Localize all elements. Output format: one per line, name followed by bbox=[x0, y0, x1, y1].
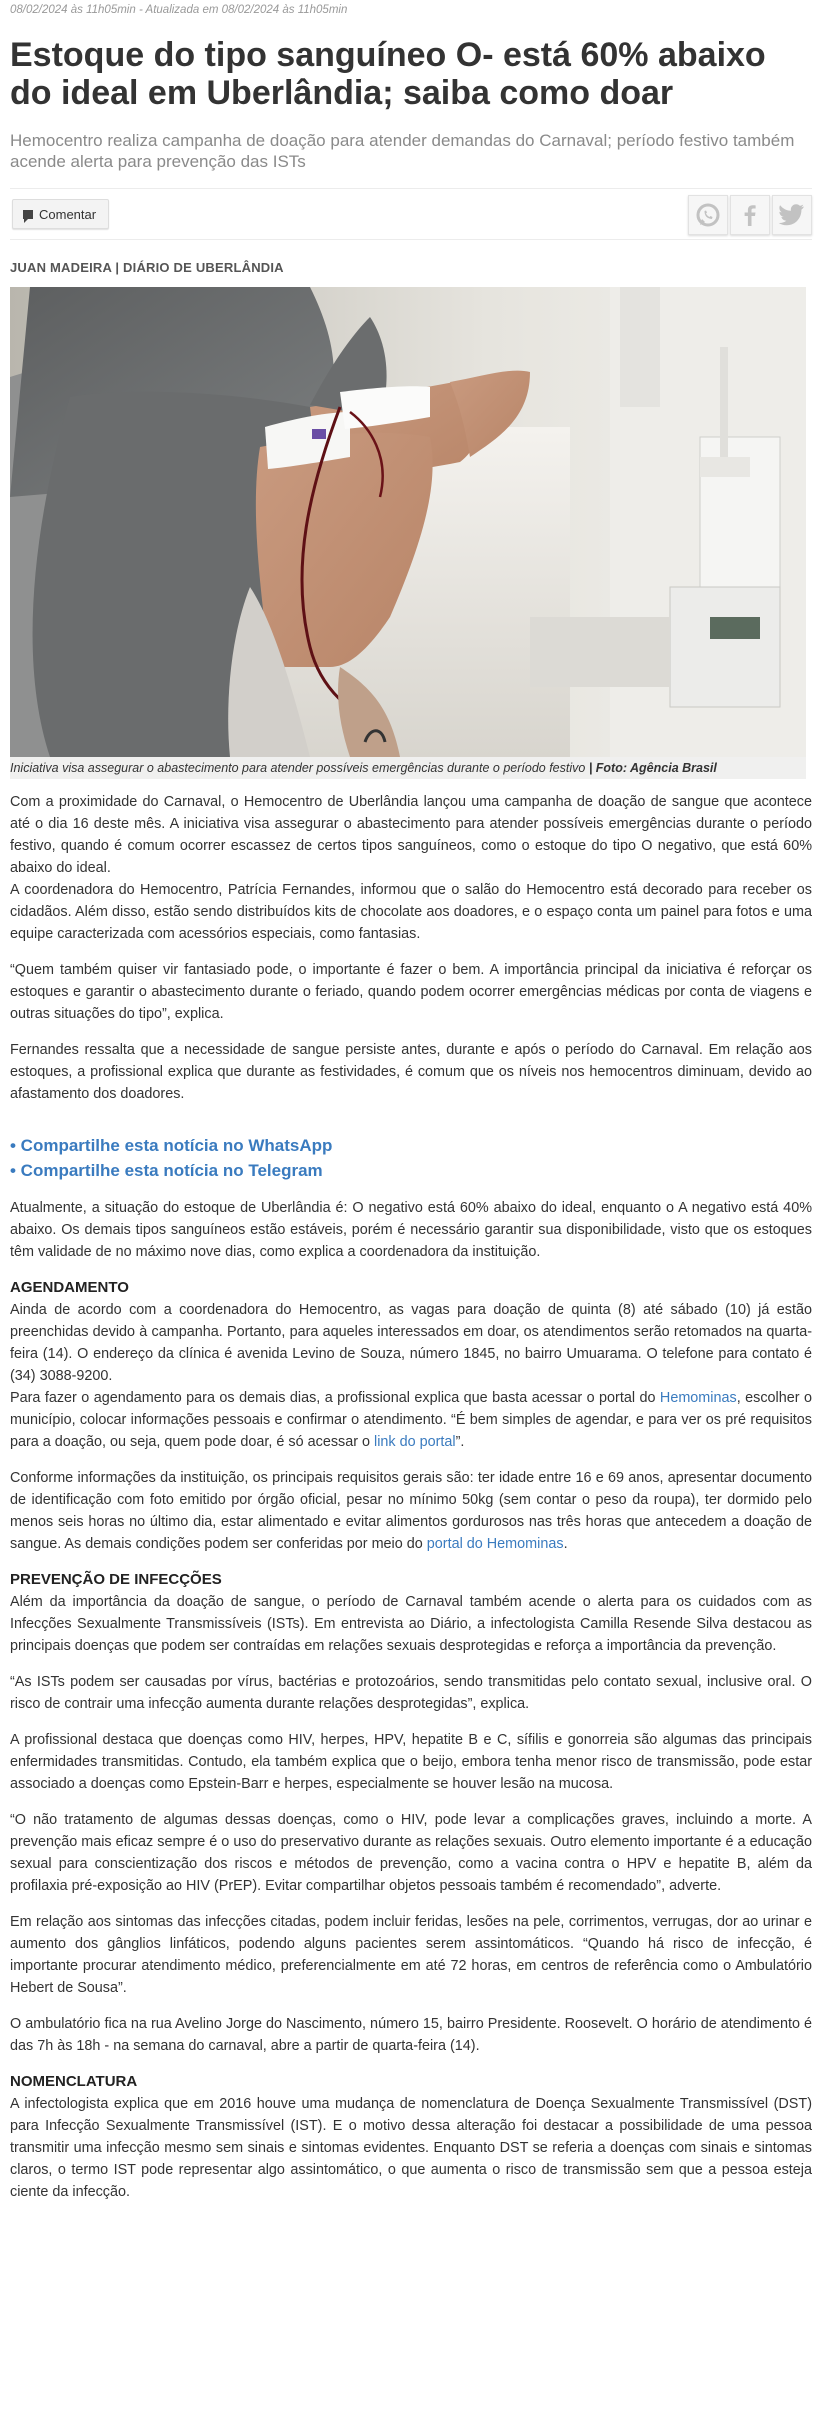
photo-caption bbox=[10, 757, 806, 779]
paragraph: Ainda de acordo com a coordenadora do Hemocentro, as vagas para doação de quinta (8) até sábado (10) já estão preenchidas devido à campanha. Portanto, para aqueles interessados em doar, os atendimentos serão retomados na quarta-feira (14). O endereço da clínica é avenida Levino de Souza, número 1845, no bairro Umuarama. O telefone para contato é (34) 3088-9200. bbox=[10, 1302, 812, 1384]
whatsapp-icon bbox=[695, 202, 721, 228]
whatsapp-share-button[interactable] bbox=[688, 195, 728, 235]
paragraph bbox=[10, 1387, 812, 1453]
article-body bbox=[10, 791, 812, 2203]
section-heading-prevencao: PREVENÇÃO DE INFECÇÕES bbox=[10, 1571, 222, 1588]
comment-button[interactable] bbox=[12, 199, 109, 229]
article-photo bbox=[10, 287, 806, 757]
telegram-share-link[interactable]: • Compartilhe esta notícia no Telegram bbox=[10, 1161, 323, 1180]
twitter-icon bbox=[778, 203, 806, 227]
paragraph-text: . bbox=[563, 1536, 568, 1552]
paragraph: A profissional destaca que doenças como HIV, herpes, HPV, hepatite B e C, sífilis e gonorreia são algumas das principais enfermidades transmitidas. Contudo, ela também explica que o beijo, embora tenha menor risco de transmissão, pode estar associado a doenças como Epstein-Barr e herpes, especialmente se houver lesão na mucosa. bbox=[10, 1732, 812, 1792]
whatsapp-share-link[interactable]: • Compartilhe esta notícia no WhatsApp bbox=[10, 1136, 333, 1155]
comment-button-label: Comentar bbox=[39, 206, 97, 222]
paragraph-text: ”. bbox=[455, 1434, 465, 1450]
comment-icon bbox=[23, 210, 33, 219]
dateline: 08/02/2024 às 11h05min - Atualizada em 08/02/2024 às 11h05min bbox=[10, 4, 348, 16]
paragraph-text: Conforme informações da instituição, os principais requisitos gerais são: ter idade entre 16 e 69 anos, apresentar documento de identificação com foto emitido por órgão oficial, pesar no mínimo 50kg (sem contar o peso da roupa), ter dormido pelo menos seis horas no último dia, estar alimentado e evitar alimentos gordurosos nas três horas que antecedem a doação de sangue. As demais condições podem ser conferidas por meio do bbox=[10, 1470, 812, 1552]
facebook-icon bbox=[737, 202, 763, 228]
paragraph: Em relação aos sintomas das infecções citadas, podem incluir feridas, lesões na pele, corrimentos, verrugas, dor ao urinar e aumento dos gânglios linfáticos, podendo alguns pacientes serem assintomáticos. “Quando há risco de infecção, é importante procurar atendimento médico, preferencialmente em até 72 horas, em centros de referência como o Ambulatório Hebert de Sousa”. bbox=[10, 1914, 812, 1996]
paragraph: O ambulatório fica na rua Avelino Jorge do Nascimento, número 15, bairro Presidente. Roosevelt. O horário de atendimento é das 7h às 18h - na semana do carnaval, abre a partir de quarta-feira (14). bbox=[10, 2016, 812, 2054]
facebook-share-button[interactable] bbox=[730, 195, 770, 235]
paragraph: A infectologista explica que em 2016 houve uma mudança de nomenclatura de Doença Sexualmente Transmissível (DST) para Infecção Sexualmente Transmissível (IST). E o motivo dessa alteração foi destacar a possibilidade de uma pessoa transmitir uma infecção mesmo sem sinais e sintomas evidentes. Enquanto DST se referia a doenças com sinais e sintomas claros, o termo IST pode representar algo assintomático, o que aumenta o risco de transmissão sem que a pessoa esteja ciente da infecção. bbox=[10, 2096, 812, 2200]
blood-donation-photo bbox=[10, 287, 806, 757]
section-heading-agendamento: AGENDAMENTO bbox=[10, 1279, 129, 1296]
paragraph: A coordenadora do Hemocentro, Patrícia Fernandes, informou que o salão do Hemocentro está decorado para receber os cidadãos. Além disso, estão sendo distribuídos kits de chocolate aos doadores, e o espaço conta um painel para fotos e uma equipe caracterizada com acessórios especiais, como fantasias. bbox=[10, 882, 812, 942]
hemominas-portal-link[interactable]: portal do Hemominas bbox=[426, 1536, 564, 1552]
paragraph: Além da importância da doação de sangue, o período de Carnaval também acende o alerta para os cuidados com as Infecções Sexualmente Transmissíveis (ISTs). Em entrevista ao Diário, a infectologista Camilla Resende Silva destacou as principais doenças que podem ser contraídas em relações sexuais desprotegidas e reforça a importância da prevenção. bbox=[10, 1594, 812, 1654]
byline: JUAN MADEIRA | DIÁRIO DE UBERLÂNDIA bbox=[10, 260, 284, 275]
twitter-share-button[interactable] bbox=[772, 195, 812, 235]
share-toolbar bbox=[10, 188, 812, 240]
portal-link[interactable]: link do portal bbox=[374, 1434, 456, 1450]
paragraph: Atualmente, a situação do estoque de Uberlândia é: O negativo está 60% abaixo do ideal, enquanto o A negativo está 40% abaixo. Os demais tipos sanguíneos estão estáveis, porém é necessário garantir sua disponibilidade, visto que os estoques têm validade de no máximo nove dias, como explica a coordenadora da instituição. bbox=[10, 1200, 812, 1260]
photo-credit: | Foto: Agência Brasil bbox=[588, 761, 717, 775]
paragraph: “Quem também quiser vir fantasiado pode, o importante é fazer o bem. A importância principal da iniciativa é reforçar os estoques e garantir o abastecimento durante o feriado, quando podem ocorrer emergências médicas por conta de viagens e outras situações do tipo”, explica. bbox=[10, 962, 812, 1022]
hemominas-link[interactable]: Hemominas bbox=[659, 1390, 737, 1406]
paragraph bbox=[10, 1467, 812, 1555]
section-heading-nomenclatura: NOMENCLATURA bbox=[10, 2073, 138, 2090]
share-buttons bbox=[688, 195, 812, 235]
paragraph: Fernandes ressalta que a necessidade de sangue persiste antes, durante e após o período do Carnaval. Em relação aos estoques, a profissional explica que durante as festividades, é comum que os níveis nos hemocentros diminuam, devido ao afastamento dos doadores. bbox=[10, 1042, 812, 1102]
subtitle: Hemocentro realiza campanha de doação para atender demandas do Carnaval; período festivo também acende alerta para prevenção das ISTs bbox=[10, 131, 795, 171]
photo-caption-text: Iniciativa visa assegurar o abastecimento para atender possíveis emergências durante o período festivo bbox=[10, 761, 586, 775]
page-title: Estoque do tipo sanguíneo O- está 60% abaixo do ideal em Uberlândia; saiba como doar bbox=[10, 36, 766, 112]
paragraph-text: , escolher o município, colocar informações pessoais e confirmar o atendimento. “É bem simples de agendar, e para ver os pré requisitos para a doação, ou seja, quem pode doar, é só acessar o bbox=[10, 1390, 812, 1450]
share-links bbox=[10, 1133, 812, 1183]
paragraph: “As ISTs podem ser causadas por vírus, bactérias e protozoários, sendo transmitidas pelo contato sexual, inclusive oral. O risco de contrair uma infecção aumenta durante relações desprotegidas”, explica. bbox=[10, 1674, 812, 1712]
paragraph: “O não tratamento de algumas dessas doenças, como o HIV, pode levar a complicações graves, incluindo a morte. A prevenção mais eficaz sempre é o uso do preservativo durante as relações sexuais. Outro elemento importante é a educação sexual para conscientização dos riscos e métodos de prevenção, como a vacina contra o HPV e hepatite B, além da profilaxia pré-exposição ao HIV (PrEP). Evitar compartilhar objetos pessoais também é recomendado”, adverte. bbox=[10, 1812, 812, 1894]
paragraph-text: Para fazer o agendamento para os demais dias, a profissional explica que basta acessar o portal do bbox=[10, 1390, 660, 1406]
paragraph: Com a proximidade do Carnaval, o Hemocentro de Uberlândia lançou uma campanha de doação de sangue que acontece até o dia 16 deste mês. A iniciativa visa assegurar o abastecimento para atender possíveis emergências durante o período festivo, quando é comum ocorrer escassez de certos tipos sanguíneos, como o estoque do tipo O negativo, que está 60% abaixo do ideal. bbox=[10, 794, 812, 876]
